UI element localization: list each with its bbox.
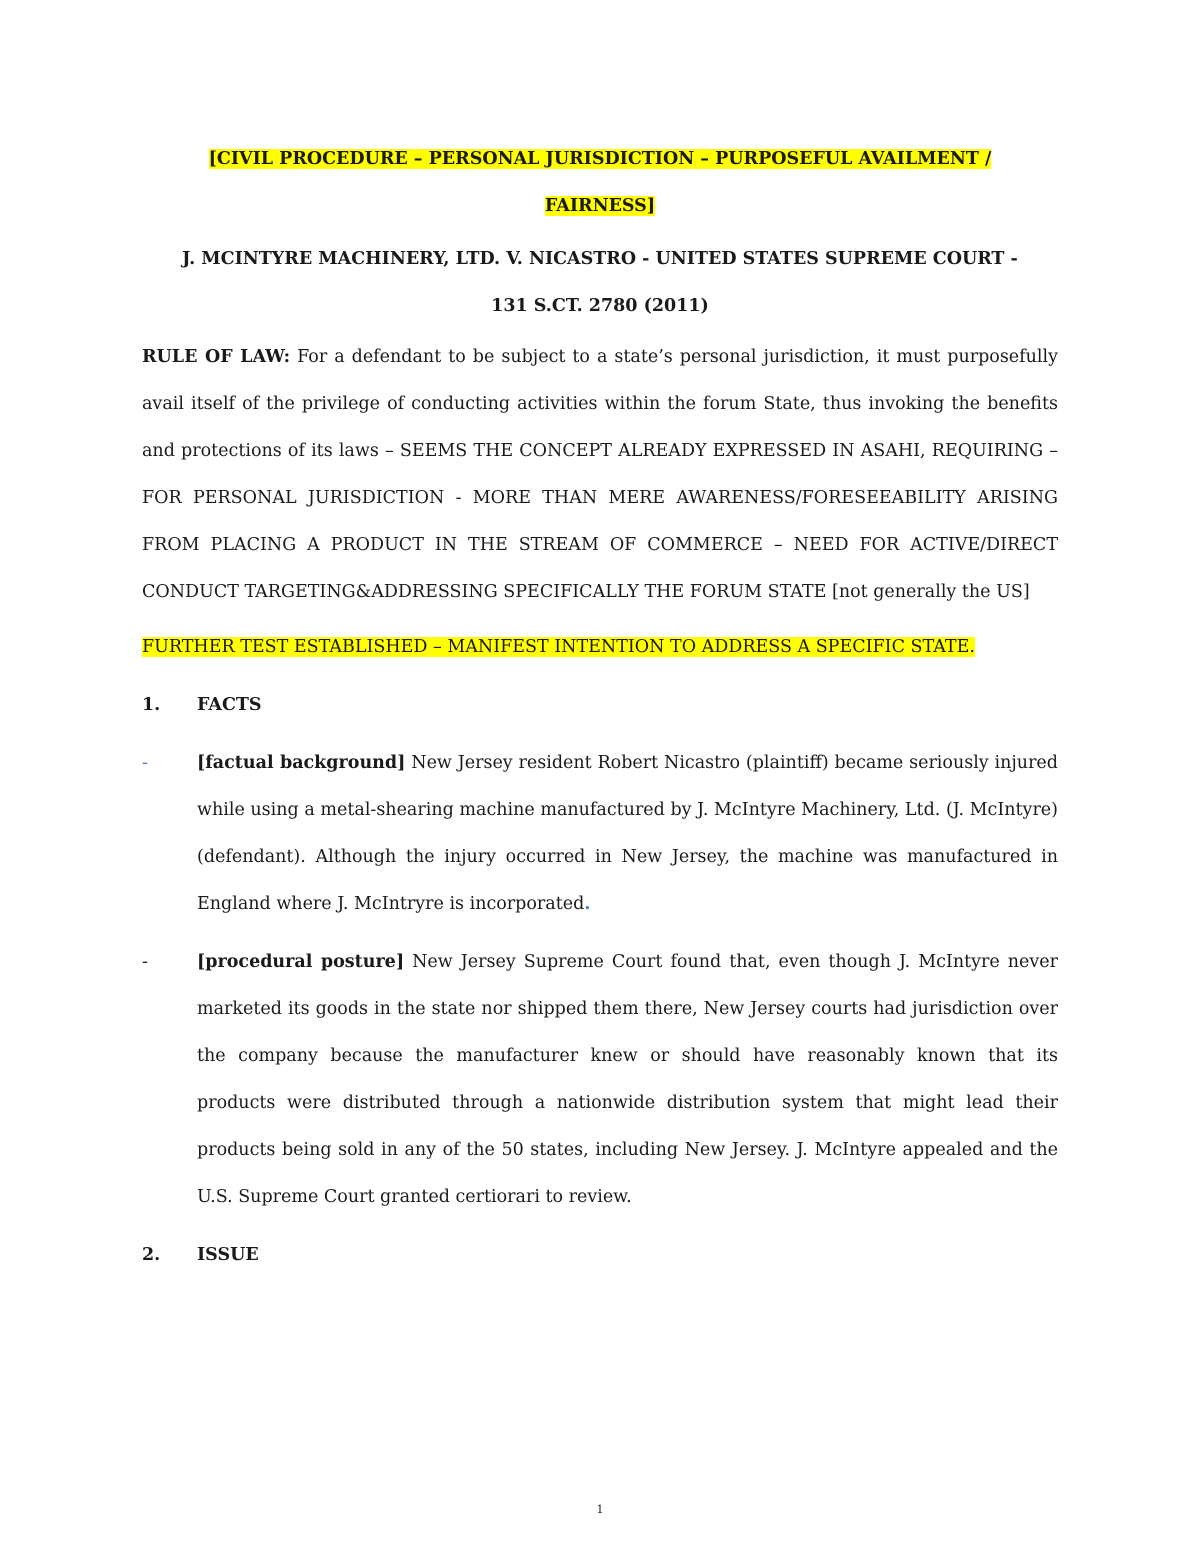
rule-of-law: [142, 334, 1058, 616]
section-number: 1.: [142, 695, 161, 715]
section-number: 2.: [142, 1245, 161, 1265]
case-title: [142, 236, 1058, 330]
rule-of-law-text: For a defendant to be subject to a state’s personal jurisdiction, it must purposefully avail itself of the privilege of conducting activities within the forum State, thus invoking the benefits and protections of its laws – SEEMS THE CONCEPT ALREADY EXPRESSED IN ASAHI, REQUIRING – FOR PERSONAL JURISDICTION - MORE THAN MERE AWARENESS/FORESEEABILITY ARISING FROM PLACING A PRODUCT IN THE STREAM OF COMMERCE – NEED FOR ACTIVE/DIRECT CONDUCT TARGETING&ADDRESSING SPECIFICALLY THE FORUM STATE [not generally the US]: [142, 347, 1058, 602]
section-heading-facts: [142, 682, 1058, 729]
bullet-dash: -: [142, 952, 148, 972]
list-item: [142, 740, 1058, 928]
page-number: 1: [596, 1503, 604, 1516]
bullet-text: New Jersey Supreme Court found that, even though J. McIntyre never marketed its goods in the state nor shipped them there, New Jersey courts had jurisdiction over the company because the manufacturer knew or should have reasonably known that its products were distributed through a nationwide distribution system that might lead their products being sold in any of the 50 states, including New Jersey. J. McIntyre appealed and the U.S. Supreme Court granted certiorari to review.: [197, 952, 1058, 1207]
further-test: [142, 624, 1058, 671]
list-item: [142, 939, 1058, 1221]
bullet-label: [procedural posture]: [197, 952, 405, 972]
topic-tag-line-2: FAIRNESS]: [544, 196, 656, 216]
case-title-line-1: J. MCINTYRE MACHINERY, LTD. V. NICASTRO - UNITED STATES SUPREME COURT -: [182, 249, 1018, 269]
bullet-body: [197, 740, 1058, 928]
bullet-label: [factual background]: [197, 753, 406, 773]
bullet-dash: -: [142, 753, 148, 773]
topic-tag: [142, 136, 1058, 230]
bullet-body: [197, 939, 1058, 1221]
bullet-end-mark: .: [584, 894, 591, 914]
rule-of-law-label: RULE OF LAW:: [142, 347, 291, 367]
further-test-text: FURTHER TEST ESTABLISHED – MANIFEST INTENTION TO ADDRESS A SPECIFIC STATE.: [142, 637, 975, 657]
section-title: ISSUE: [197, 1245, 259, 1265]
topic-tag-line-1: [CIVIL PROCEDURE – PERSONAL JURISDICTION – PURPOSEFUL AVAILMENT /: [208, 149, 992, 169]
section-heading-issue: [142, 1232, 1058, 1279]
case-title-line-2: 131 S.CT. 2780 (2011): [491, 296, 709, 316]
section-title: FACTS: [197, 695, 262, 715]
document-body: [142, 136, 1058, 1279]
bullet-text: New Jersey resident Robert Nicastro (plaintiff) became seriously injured while using a metal-shearing machine manufactured by J. McIntyre Machinery, Ltd. (J. McIntyre) (defendant). Although the injury occurred in New Jersey, the machine was manufactured in England where J. McIntryre is incorporated: [197, 753, 1058, 914]
